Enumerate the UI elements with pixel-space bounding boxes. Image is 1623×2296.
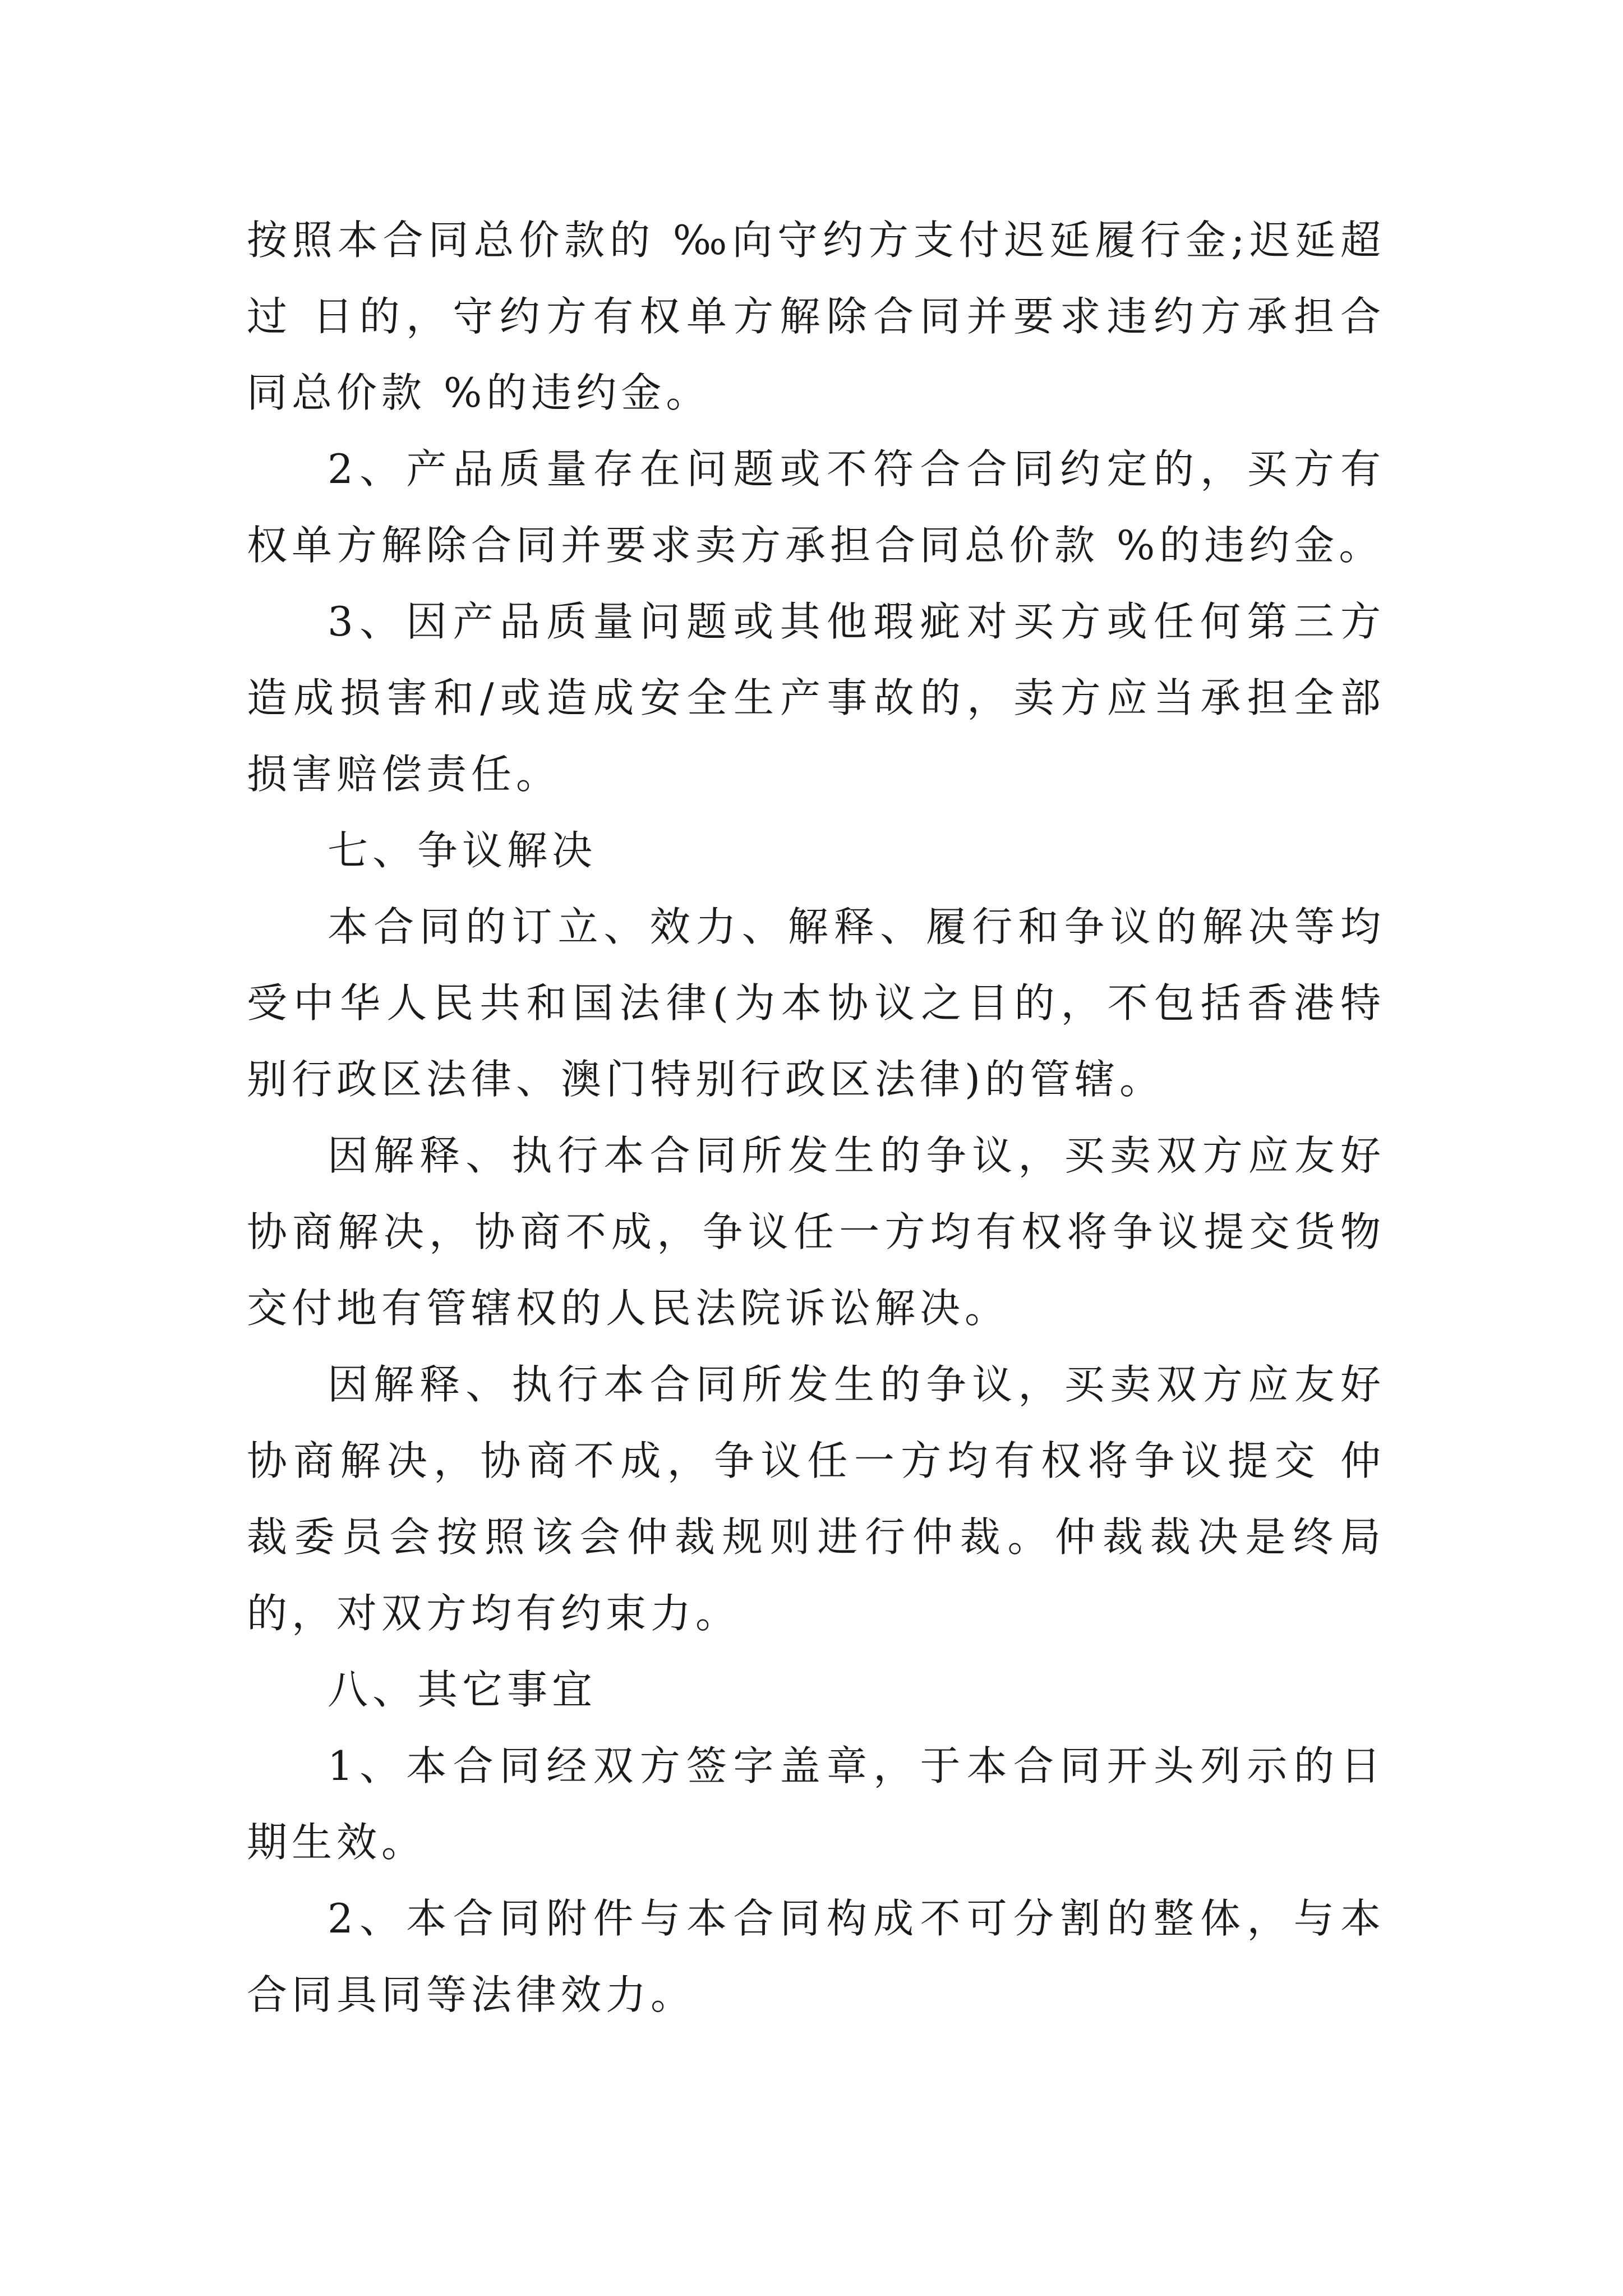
paragraph-damage-liability: 3、因产品质量问题或其他瑕疵对买方或任何第三方造成损害和/或造成安全生产事故的，卖方应当承担全部损害赔偿责任。 [247, 598, 1385, 798]
section-heading-other-matters: 八、其它事宜 [328, 1666, 597, 1713]
paragraph-quality-issue: 2、产品质量存在问题或不符合合同约定的，买方有权单方解除合同并要求卖方承担合同总价款 %的违约金。 [247, 445, 1385, 569]
paragraph-effective-date: 1、本合同经双方签字盖章，于本合同开头列示的日期生效。 [247, 1742, 1385, 1866]
paragraph-penalty-continuation: 按照本合同总价款的 ‰向守约方支付迟延履行金;迟延超过 日的，守约方有权单方解除合同并要求违约方承担合同总价款 %的违约金。 [247, 217, 1385, 416]
section-heading-dispute-resolution: 七、争议解决 [328, 827, 597, 874]
paragraph-governing-law: 本合同的订立、效力、解释、履行和争议的解决等均受中华人民共和国法律(为本协议之目的，不包括香港特别行政区法律、澳门特别行政区法律)的管辖。 [247, 903, 1385, 1103]
document-body [247, 202, 1385, 2033]
paragraph-litigation: 因解释、执行本合同所发生的争议，买卖双方应友好协商解决，协商不成，争议任一方均有权将争议提交货物交付地有管辖权的人民法院诉讼解决。 [247, 1132, 1385, 1332]
paragraph-arbitration: 因解释、执行本合同所发生的争议，买卖双方应友好协商解决，协商不成，争议任一方均有权将争议提交 仲裁委员会按照该会仲裁规则进行仲裁。仲裁裁决是终局的，对双方均有约束力。 [247, 1361, 1385, 1637]
paragraph-attachments: 2、本合同附件与本合同构成不可分割的整体，与本合同具同等法律效力。 [247, 1895, 1385, 2018]
